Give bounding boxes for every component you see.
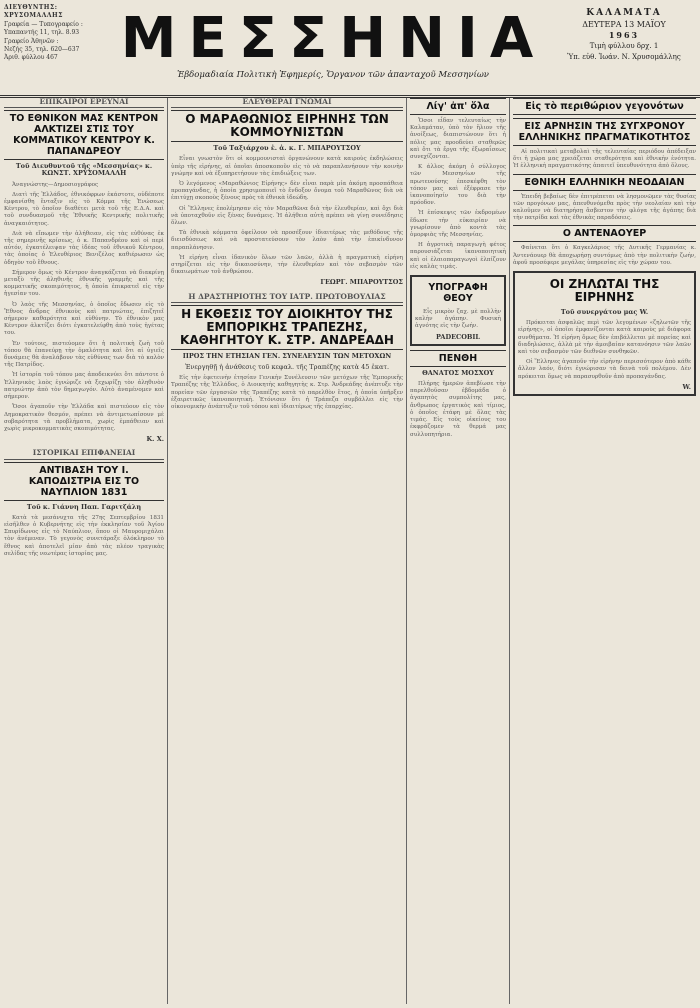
article-paragraph: Φαίνεται ὅτι ὁ Καγκελάριος τῆς Δυτικῆς Γερμανίας κ. Ἀντενάουερ θὰ ἀποχωρήσῃ συντόμως ἀπὸ τὴν πολιτικὴν ζωήν, ἀφοῦ προσέφερε μεγάλας ὑπηρεσίας εἰς τὴν χώραν του. [513,245,696,266]
column-divider [509,98,510,1004]
article-paragraph: Ἐν τούτοις, πιστεύομεν ὅτι ἡ πολιτικὴ ζωὴ τοῦ τόπου θὰ ἐπανεύρῃ τὴν ὁμαλότητα καὶ ὅτι αἱ ὑγιεῖς δυνάμεις θὰ ἀναλάβουν τὰς εὐθύνας των διὰ τὸ καλὸν τῆς Πατρίδος. [4,340,164,369]
publisher-line: Υπαπαντής 11, τηλ. 8.93 [4,29,80,37]
issue-price: Τιμὴ φύλλου δρχ. 1 [589,42,659,50]
article-paragraph: Διατὶ τῆς Ἑλλάδος, ἐθνικόφρων ἐκάστοτε, οὐδέποτε ἐμφανίσθη ἔνταξιν εἰς τὸ Κόμμα τῆς Ἑνώσεως Κέντρου, τὸ ὁποῖον διαθέτει μετὰ τοῦ τῆς Ε.Δ.Α. καὶ τοῦ συνδυασμοῦ τῆς Ἐθνικῆς Κεντρικῆς πολιτικῆς ἀναγκαιότητος. [4,191,164,227]
article-headline: ΑΝΤΙΒΑΣΗ ΤΟΥ Ι. ΚΑΠΟΔΙΣΤΡΙΑ ΕΙΣ ΤΟ ΝΑΥΠΛΙΟΝ 1831 [4,462,164,501]
issue-info [552,8,696,63]
article-paragraph: Σήμερον ὅμως τὸ Κέντρον ἀναγκάζεται νὰ διακρίνῃ μεταξὺ τῆς ἀληθινῆς ἐθνικῆς γραμμῆς καὶ τῆς κομματικῆς σκοπιμότητος, ἡ ὁποία ἐπικρατεῖ εἰς τὴν ἡγεσίαν του. [4,269,164,298]
article-box [513,271,696,396]
article-paragraph: Ὁ λαὸς τῆς Μεσσηνίας, ὁ ὁποῖος ἔδωσεν εἰς τὸ Ἔθνος ἄνδρας ἐθνικοὺς καὶ πατριώτας, ἐπιζητεῖ σήμερον καθαρότητα καὶ εὐθύνην. Τὸ ἐθνικὸν μας Κέντρον ἀλκτίζει διότι ἐγκατελείφθη ἀπὸ τοὺς ἡγέτας του. [4,301,164,337]
article-paragraph: Ἐπειδὴ βεβαίως δὲν ἐπιτρέπεται νὰ λησμονῶμεν τὰς θυσίας τῶν προγόνων μας, ἀπευθυνόμεθα πρὸς τὴν νεολαίαν καὶ τὴν καλοῦμεν νὰ διατηρήσῃ ἄσβεστον τὴν φλόγα τῆς ἀγάπης διὰ τὴν πατρίδα καὶ τὰς ἐθνικὰς παραδόσεις. [513,193,696,222]
ad-title: ΥΠΟΓΡΑΦΗ ΘΕΟΥ [428,282,488,305]
column-2 [171,98,403,1004]
column-divider [406,98,407,1004]
article-byline: Τοῦ κ. Γιάννη Παπ. Γαριτζάλη [26,502,142,511]
section-kicker: ΕΠΙΚΑΙΡΟΙ ΕΡΕΥΝΑΙ [4,98,164,108]
article-headline: ΟΙ ΖΗΛΩΤΑΙ ΤΗΣ ΕΙΡΗΝΗΣ [549,277,660,305]
article-headline: ΕΙΣ ΑΡΝΗΣΙΝ ΤΗΣ ΣΥΓΧΡΟΝΟΥ ΕΛΛΗΝΙΚΗΣ ΠΡΑΓΜΑΤΙΚΟΤΗΤΟΣ [513,118,696,146]
obituary-subtitle: ΘΑΝΑΤΟΣ ΜΟΣΧΟΥ [422,368,494,377]
column-1 [4,98,164,1004]
article-paragraph: Πρόκειται ἀσφαλῶς περὶ τῶν λεγομένων «ζηλωτῶν τῆς εἰρήνης», οἱ ὁποῖοι ἐμφανίζονται κατὰ καιροὺς μὲ διάφορα συνθήματα. Ἡ εἰρήνη ὅμως δὲν ἐπιβάλλεται μὲ πορείας καὶ διαδηλώσεις, ἀλλὰ μὲ τὴν ἀμοιβαίαν κατανόησιν τῶν λαῶν καὶ τὸν σεβασμὸν τῶν διεθνῶν συνθηκῶν. [518,320,691,356]
article-signature: Κ. Χ. [146,435,164,444]
article-signature: W. [682,382,691,391]
issue-city: ΚΑΛΑΜΑΤΑ [586,8,662,18]
section-kicker: ΙΣΤΟΡΙΚΑΙ ΕΠΙΦΑΝΕΙΑΙ [4,449,164,459]
section-kicker: Η ΔΡΑΣΤΗΡΙΟΤΗΣ ΤΟΥ ΙΑΤΡ. ΠΡΩΤΟΒΟΥΛΙΑΣ [171,293,403,303]
publisher-line: Γραφεία — Τυπογραφείο : [4,20,83,28]
article-byline: Τοῦ συνεργάτου μας W. [560,308,649,317]
publisher-line: Ἀριθ. φύλλου 467 [4,54,58,62]
column-4 [513,98,696,1004]
obituary-title: ΠΕΝΘΗ [410,350,506,367]
article-paragraph: Ὁ λεγόμενος «Μαραθώνιος Εἰρήνης» δὲν εἶναι παρὰ μία ἀκόμη προσπάθεια προπαγάνδας, ἡ ὁποία χρησιμοποιεῖ τὸ ἔνδοξον ὄνομα τοῦ Μαραθῶνος διὰ νὰ ἐπιτύχῃ σκοποὺς ξένους πρὸς τὰ ἐθνικὰ ἰδεώδη. [171,181,403,202]
article-paragraph: Η ἀγροτικὴ παραγωγὴ φέτος παρουσιάζεται ἱκανοποιητικὴ καὶ οἱ ἐλαιοπαραγωγοὶ ἐλπίζουν εἰς καλὰς τιμάς. [410,242,506,270]
newspaper-subtitle: Ἑβδομαδιαία Πολιτικὴ Ἐφημερίς, Ὄργανον τῶν ἀπανταχοῦ Μεσσηνίων [177,70,489,80]
publisher-line: Γραφείο Ἀθηνῶν : [4,37,59,45]
article-note: Ἐνεργηθῇ ἡ ἀνάθεσις τοῦ κεφαλ. τῆς Τραπέζης κατὰ 45 ἑκατ. [184,363,390,372]
section-kicker: ΕΛΕΥΘΕΡΑΙ ΓΝΩΜΑΙ [171,98,403,108]
article-paragraph: Ἡ ἱστορία τοῦ τόπου μας ἀποδεικνύει ὅτι πάντοτε ὁ Ἑλληνικὸς λαὸς ἐγνώριζε νὰ ξεχωρίζῃ τὸν ἀληθινὸν πατριώτην ἀπὸ τὸν δημαγωγόν. Αὐτὸ ἀναμένομεν καὶ σήμερον. [4,372,164,401]
column-3 [410,98,506,1004]
publisher-line: ΧΡΥΣΟΜΑΛΛΗΣ [4,12,63,20]
article-paragraph: Ὅσοι ἀγαποῦν τὴν Ἑλλάδα καὶ πιστεύουν εἰς τὸν Δημοκρατικὸν θεσμόν, πρέπει νὰ ἀντιμετωπίσουν μὲ σοβαρότητα τὰ προβλήματα, χωρὶς ἐμπάθειαν καὶ χωρὶς μικροκομματικὰς σκοπιμότητας. [4,404,164,432]
section-kicker: Λίγ' ἀπ' ὅλα [410,98,506,115]
article-deck: ΠΡΟΣ ΤΗΝ ΕΤΗΣΙΑΝ ΓΕΝ. ΣΥΝΕΛΕΥΣΙΝ ΤΩΝ ΜΕΤΟΧΩΝ [182,351,392,360]
article-signature: ΓΕΩΡΓ. ΜΠΑΡΟΥΤΣΟΣ [320,278,403,287]
article-headline: Η ΕΚΘΕΣΙΣ ΤΟΥ ΔΙΟΙΚΗΤΟΥ ΤΗΣ ΕΜΠΟΡΙΚΗΣ ΤΡΑΠΕΖΗΣ, ΚΑΘΗΓΗΤΟΥ Κ. ΣΤΡ. ΑΝΔΡΕΑΔΗ [171,305,403,350]
article-paragraph: Ἀναγνώστης—Δημοσιογράφος [12,181,99,188]
issue-footnote: Ὑπ. εὐθ. Ἰωάν. Ν. Χρυσομάλλης [567,53,681,61]
article-paragraph: Αἱ πολιτικαὶ μεταβολαὶ τῆς τελευταίας περιόδου ἀπέδειξαν ὅτι ἡ χώρα μας χρειάζεται σταθερότητα καὶ ἐθνικὴν ἑνότητα. Ἡ ἑλληνικὴ πραγματικότης ἀπαιτεῖ ὑπευθυνότητα ἀπὸ ὅλους. [513,149,696,170]
masthead [0,0,700,98]
article-paragraph: Οἱ Ἕλληνες ἐπολέμησαν εἰς τὸν Μαραθῶνα διὰ τὴν ἐλευθερίαν, καὶ ὄχι διὰ νὰ ὑποταχθοῦν εἰς ξένας δυνάμεις. Ἡ ἀλήθεια αὐτὴ πρέπει νὰ γίνῃ συνείδησις ὅλων. [171,205,403,227]
article-paragraph: Ἡ εἰρήνη εἶναι ἰδανικὸν ὅλων τῶν λαῶν, ἀλλὰ ἡ πραγματικὴ εἰρήνη στηρίζεται εἰς τὴν δικαιοσύνην, τὴν ἐλευθερίαν καὶ τὸν σεβασμὸν τῶν δικαιωμάτων τοῦ ἀνθρώπου. [171,254,403,276]
column-divider [167,98,168,1004]
issue-date: ΔΕΥΤΕΡΑ 13 ΜΑΪΟΥ [582,20,666,29]
article-headline: ΕΘΝΙΚΗ ΕΛΛΗΝΙΚΗ ΝΕΟΔΑΙΑΝ [513,174,696,191]
publisher-line: Νεζής 35, τηλ. 620—637 [4,46,80,54]
advertisement-box [410,275,506,346]
article-byline: Τοῦ Ταξιάρχου ἐ. ἀ. κ. Γ. ΜΠΑΡΟΥΤΣΟΥ [213,144,361,153]
obituary-text: Πλήρης ἡμερῶν ἀπεβίωσε τὴν παρελθοῦσαν ἑβδομάδα ὁ ἀγαπητὸς συμπολίτης μας, ἄνθρωπος ἐργατικὸς καὶ τίμιος, ὁ ὁποῖος ἐτάφη μὲ ὅλας τὰς τιμάς. Εἰς τοὺς οἰκείους του ἐκφράζομεν τὰ θερμά μας συλλυπητήρια. [410,381,506,438]
ad-brand: PADECOBIL [436,332,480,341]
article-paragraph: Οἱ Ἕλληνες ἀγαποῦν τὴν εἰρήνην περισσότερον ἀπὸ κάθε ἄλλον λαόν, διότι ἐγνώρισαν τὰ δεινὰ τοῦ πολέμου. Δὲν πρόκειται ὅμως νὰ παρασυρθοῦν ἀπὸ προπαγάνδας. [518,359,691,380]
article-headline: Ο ΜΑΡΑΘΩΝΙΟΣ ΕΙΡΗΝΗΣ ΤΩΝ ΚΟΜΜΟΥΝΙΣΤΩΝ [171,110,403,142]
article-paragraph: Κ άλλος ἀκόμη ὁ σύλλογος τῶν Μεσσηνίων τῆς πρωτευούσης ἐπεσκέφθη τὸν τόπον μας καὶ ἐξέφρασε τὴν ἱκανοποίησίν του διὰ τὴν πρόοδον. [410,164,506,207]
ad-text: Εἷς μικρὸν ζαχ. μὲ πολλὴν καλὴν ἀγάπην. Φυσικὴ ἁγνότης εἰς τὴν ζωήν. [415,309,501,330]
article-paragraph: Τὰ ἐθνικὰ κόμματα ὀφείλουν νὰ προσέξουν ἰδιαιτέρως τὰς μεθόδους τῆς διεισδύσεως καὶ νὰ προστατεύσουν τὸν λαὸν ἀπὸ τὴν ἐπικίνδυνον παραπλάνησιν. [171,230,403,251]
article-paragraph: Εἰς τὴν ἐφετεινὴν ἐτησίαν Γενικὴν Συνέλευσιν τῶν μετόχων τῆς Ἐμπορικῆς Τραπέζης τῆς Ἑλλάδος, ὁ Διοικητὴς καθηγητὴς κ. Στρ. Ἀνδρεάδης ἀνέπτυξε τὴν πορείαν τῶν ἐργασιῶν τῆς Τραπέζης κατὰ τὸ παρελθὸν ἔτος, ἡ ὁποία ὑπῆρξεν ἐξαιρετικῶς ἱκανοποιητική. Ἐτόνισεν ὅτι ἡ Τράπεζα συμβάλλει εἰς τὴν οἰκονομικὴν ἀνάπτυξιν τοῦ τόπου καὶ ἰδιαιτέρως τῆς ἐπαρχίας. [171,375,403,411]
publisher-line: ΔΙΕΥΘΥΝΤΗΣ: [4,4,58,11]
article-paragraph: Ἡ ἐπίσκεψις τῶν ἐκδρομέων ἔδωσε τὴν εὐκαιρίαν νὰ γνωρίσουν ἀπὸ κοντὰ τὰς ὀμορφιὰς τῆς Μεσσηνίας. [410,210,506,239]
article-byline: Τοῦ Διευθυντοῦ τῆς «Μεσσηνίας» κ. ΚΩΝΣΤ. ΧΡΥΣΟΜΑΛΛΗ [15,162,153,178]
issue-year: 1963 [608,30,640,40]
article-paragraph: Εἶναι γνωστὸν ὅτι οἱ κομμουνισταὶ ὀργανώνουν κατὰ καιροὺς ἐκδηλώσεις ὑπὲρ τῆς εἰρήνης, αἱ ὁποῖαι ἀποσκοποῦν εἰς τὸ νὰ παραπλανήσουν τὴν κοινὴν γνώμην καὶ νὰ ἐξυπηρετήσουν τὰς ἐπιδιώξεις των. [171,156,403,177]
article-headline: Ο ΑΝΤΕΝΑΟΥΕΡ [513,225,696,242]
newspaper-title: ΜΕΣΣΗΝΙΑ [120,6,546,71]
article-paragraph: Ὅσοι εἶδαν τελευταίως τὴν Καλαμάταν, ὑπὸ τὸν ἥλιον τῆς ἀνοίξεως, διαπιστώνουν ὅτι ἡ πόλις μας προοδεύει σταθερῶς καὶ ὅτι τὰ ἔργα τῆς ἐξωραΐσεως συνεχίζονται. [410,118,506,161]
article-paragraph: Διὰ νὰ εἴπωμεν τὴν ἀλήθειαν, εἰς τὰς εὐθύνας ἐκ τῆς σημερινῆς κρίσεως, ὁ κ. Παπανδρέου καὶ οἱ περὶ αὐτόν, ἐγκατέλειψαν τὰς ἰδέας τοῦ ἐθνικοῦ Κέντρου, τὰς ὁποίας ὁ Ἐλευθέριος Βενιζέλος καθιέρωσεν ὡς ὁδηγὸν τοῦ ἔθνους. [4,230,164,266]
article-paragraph: Κατὰ τὰ μεσάνυχτα τῆς 27ης Σεπτεμβρίου 1831 εἰσῆλθεν ὁ Κυβερνήτης εἰς τὴν ἐκκλησίαν τοῦ Ἁγίου Σπυρίδωνος εἰς τὸ Ναύπλιον, ὅπου οἱ Μαυρομιχάλαι τὸν ἀνέμεναν. Τὸ γεγονὸς συνετάραξε ὁλόκληρον τὸ ἔθνος καὶ ἀποτελεῖ μίαν ἀπὸ τὰς πλέον τραγικὰς σελίδας τῆς νεωτέρας ἱστορίας μας. [4,514,164,557]
publisher-info [4,4,112,63]
section-kicker: Εἰς τὸ περιθώριον γεγονότων [513,98,696,115]
article-headline: ΤΟ ΕΘΝΙΚΟΝ ΜΑΣ ΚΕΝΤΡΟΝ ΑΛΚΤΙΖΕΙ ΣΤΙΣ ΤΟΥ ΚΟΜΜΑΤΙΚΟΥ ΚΕΝΤΡΟΥ Κ. ΠΑΠΑΝΔΡΕΟΥ [4,110,164,160]
